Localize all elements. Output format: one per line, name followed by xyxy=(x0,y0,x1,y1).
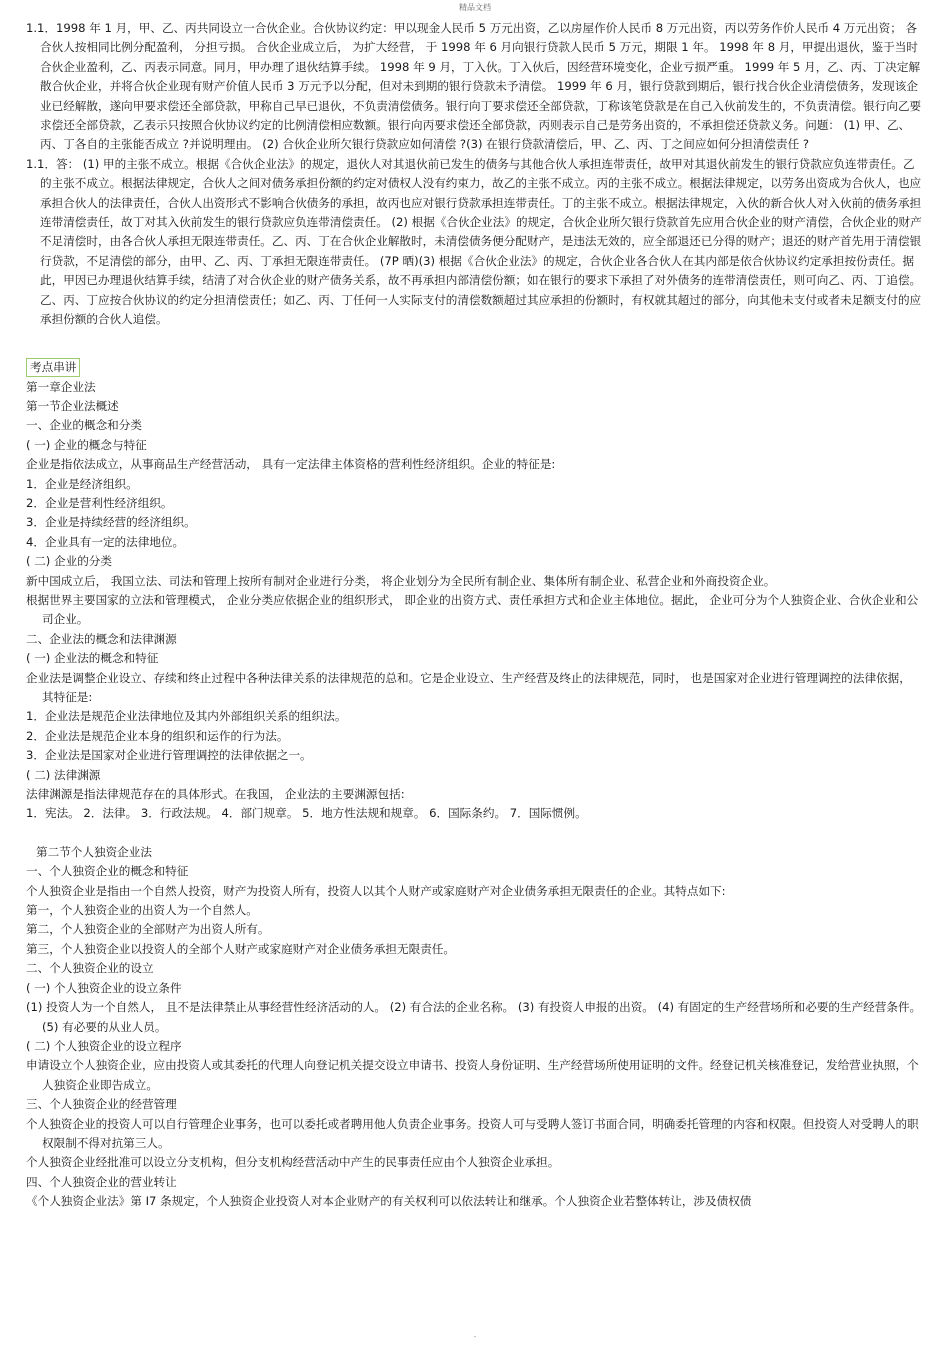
paragraph: (1) 投资人为一个自然人， 且不是法律禁止从事经营性经济活动的人。 (2) 有合法的企业名称。 (3) 有投资人申报的出资。 (4) 有固定的生产经营场所和必要的生产经营条件。 (5) 有必要的从业人员。 xyxy=(26,1000,922,1034)
paragraph: 根据世界主要国家的立法和管理模式， 企业分类应依据企业的组织形式， 即企业的出资方式、责任承担方式和企业主体地位。据此， 企业可分为个人独资企业、合伙企业和公司企业。 xyxy=(26,592,919,627)
paragraph: 申请设立个人独资企业，应由投资人或其委托的代理人向登记机关提交设立申请书、投资人身份证明、生产经营场所使用证明的文件。经登记机关核准登记，发给营业执照，个人独资企业即告成立。 xyxy=(26,1058,919,1092)
list-item: 3．企业法是国家对企业进行管理调控的法律依据之一。 xyxy=(26,748,312,763)
list-item: 第一，个人独资企业的出资人为一个自然人。 xyxy=(26,903,258,918)
paragraph: 法律渊源是指法律规范存在的具体形式。在我国， 企业法的主要渊源包括: xyxy=(26,787,405,802)
list-item: 2．企业是营利性经济组织。 xyxy=(26,495,173,510)
chapter-title: 第一章企业法 xyxy=(26,379,96,394)
paragraph: 企业是指依法成立，从事商品生产经营活动， 具有一定法律主体资格的营利性经济组织。企业的特征是: xyxy=(26,457,556,472)
heading: 一、个人独资企业的概念和特征 xyxy=(26,864,189,879)
heading: 三、个人独资企业的经营管理 xyxy=(26,1097,177,1112)
paragraph: 个人独资企业是指由一个自然人投资，财产为投资人所有，投资人以其个人财产或家庭财产对企业债务承担无限责任的企业。其特点如下: xyxy=(26,883,726,898)
paragraph: 个人独资企业经批准可以设立分支机构，但分支机构经营活动中产生的民事责任应由个人独资企业承担。 xyxy=(26,1155,560,1170)
list-item: 3．企业是持续经营的经济组织。 xyxy=(26,515,196,530)
list-item: 第三，个人独资企业以投资人的全部个人财产或家庭财产对企业债务承担无限责任。 xyxy=(26,941,455,956)
heading: 二、个人独资企业的设立 xyxy=(26,961,154,976)
list-item: 4．企业具有一定的法律地位。 xyxy=(26,534,185,549)
subheading: ( 一) 个人独资企业的设立条件 xyxy=(26,980,182,995)
heading: 四、个人独资企业的营业转让 xyxy=(26,1174,177,1189)
list-item: 第二，个人独资企业的全部财产为出资人所有。 xyxy=(26,922,270,937)
list-item: 2．企业法是规范企业本身的组织和运作的行为法。 xyxy=(26,728,289,743)
subheading: ( 一) 企业的概念与特征 xyxy=(26,437,147,452)
page-header: 精品文档 xyxy=(459,3,491,12)
subheading: ( 二) 企业的分类 xyxy=(26,554,112,569)
paragraph: 企业法是调整企业设立、存续和终止过程中各种法律关系的法律规范的总和。它是企业设立、生产经营及终止的法律规范，同时， 也是国家对企业进行管理调控的法律依据， 其特征是: xyxy=(26,670,911,704)
heading: 一、企业的概念和分类 xyxy=(26,418,142,433)
subheading: ( 一) 企业法的概念和特征 xyxy=(26,651,159,666)
section-title: 第二节个人独资企业法 xyxy=(36,844,152,859)
subheading: ( 二) 个人独资企业的设立程序 xyxy=(26,1038,182,1053)
list-item: 1．企业法是规范企业法律地位及其内外部组织关系的组织法。 xyxy=(26,709,347,724)
document-body xyxy=(26,19,926,1212)
paragraph: 《个人独资企业法》第 I7 条规定，个人独资企业投资人对本企业财产的有关权利可以依法转让和继承。个人独资企业若整体转让，涉及债权债 xyxy=(26,1194,752,1209)
answer-paragraph: 1.1．答： (1) 甲的主张不成立。根据《合伙企业法》的规定，退伙人对其退伙前已发生的债务与其他合伙人承担连带责任，故甲对其退伙前发生的银行贷款应负连带责任。乙的主张不成立。根据法律规定，合伙人之间对债务承担份额的约定对债权人没有约束力，故乙的主张不成立。丙的主张不成立。根据法律规定，以劳务出资成为合伙人，也应承担合伙人的法律责任，合伙人出资形式不影响合伙债务的承担，故丙也应对银行贷款承担连带责任。丁的主张不成立。根据法律规定，入伙的新合伙人对入伙前的债务承担连带清偿责任，故丁对其入伙前发生的银行贷款应负连带清偿责任。 (2) 根据《合伙企业法》的规定，合伙企业所欠银行贷款首先应用合伙企业的财产清偿，合伙企业的财产不足清偿时，由各合伙人承担无限连带责任。乙、丙、丁在合伙企业解散时，未清偿债务便分配财产，是违法无效的，应全部退还已分得的财产；退还的财产首先用于清偿银行贷款，不足清偿的部分，由甲、乙、丙、丁承担无限连带责任。 (7P 晒)(3) 根据《合伙企业法》的规定，合伙企业各合伙人在其内部是依合伙协议约定承担按份责任。据此，甲因已办理退伙结算手续，结清了对合伙企业的财产债务关系，故不再承担内部清偿份额；如在银行的要求下承担了对外债务的连带清偿责任，则可向乙、丙、丁追偿。乙、丙、丁应按合伙协议的约定分担清偿责任；如乙、丙、丁任何一人实际支付的清偿数额超过其应承担的份额时，有权就其超过的部分，向其他未支付或者未足额支付的应承担份额的合伙人追偿。 xyxy=(26,156,922,327)
qa-section xyxy=(26,19,926,330)
list-item: 1．宪法。 2．法律。 3．行政法规。 4．部门规章。 5．地方性法规和规章。 6．国际条约。 7．国际惯例。 xyxy=(26,806,587,821)
section-title: 第一节企业法概述 xyxy=(26,398,119,413)
section-tag: 考点串讲 xyxy=(26,358,80,377)
page-footer: - xyxy=(473,1332,477,1341)
subheading: ( 二) 法律渊源 xyxy=(26,767,101,782)
paragraph: 新中国成立后， 我国立法、司法和管理上按所有制对企业进行分类， 将企业划分为全民所有制企业、集体所有制企业、私营企业和外商投资企业。 xyxy=(26,573,776,588)
list-item: 1．企业是经济组织。 xyxy=(26,476,138,491)
heading: 二、企业法的概念和法律渊源 xyxy=(26,631,177,646)
question-paragraph: 1.1．1998 年 1 月，甲、乙、丙共同设立一合伙企业。合伙协议约定：甲以现金人民币 5 万元出资，乙以房屋作价人民币 8 万元出资，丙以劳务作价人民币 4 万元出资； 各合伙人按相同比例分配盈利， 分担亏损。 合伙企业成立后， 为扩大经营， 于 1998 年 6 月向银行贷款人民币 5 万元，期限 1 年。 1998 年 8 月，甲提出退伙，鉴于当时合伙企业盈利，乙、丙表示同意。同月，甲办理了退伙结算手续。 1998 年 9 月，丁入伙。丁入伙后，因经营环境变化，企业亏损严重。 1999 年 5 月，乙、丙、丁决定解散合伙企业，并将合伙企业现有财产价值人民币 3 万元予以分配，但对未到期的银行贷款未予清偿。 1999 年 6 月，银行贷款到期后，银行找合伙企业清偿债务，发现该企业已经解散，遂向甲要求偿还全部贷款，甲称自己早已退伙，不负责清偿债务。银行向丁要求偿还全部贷款，丁称该笔贷款是在自己入伙前发生的，不负责清偿。银行向乙要求偿还全部贷款，乙表示只按照合伙协议约定的比例清偿相应数额。银行向丙要求偿还全部贷款，丙则表示自己是劳务出资的，不承担偿还贷款义务。问题： (1) 甲、乙、丙、丁各自的主张能否成立 ?并说明理由。 (2) 合伙企业所欠银行贷款应如何清偿 ?(3) 在银行贷款清偿后，甲、乙、丙、丁之间应如何分担清偿责任 ? xyxy=(26,21,922,152)
paragraph: 个人独资企业的投资人可以自行管理企业事务，也可以委托或者聘用他人负责企业事务。投资人可与受聘人签订书面合同，明确委托管理的内容和权限。但投资人对受聘人的职权限制不得对抗第三人。 xyxy=(26,1116,919,1150)
